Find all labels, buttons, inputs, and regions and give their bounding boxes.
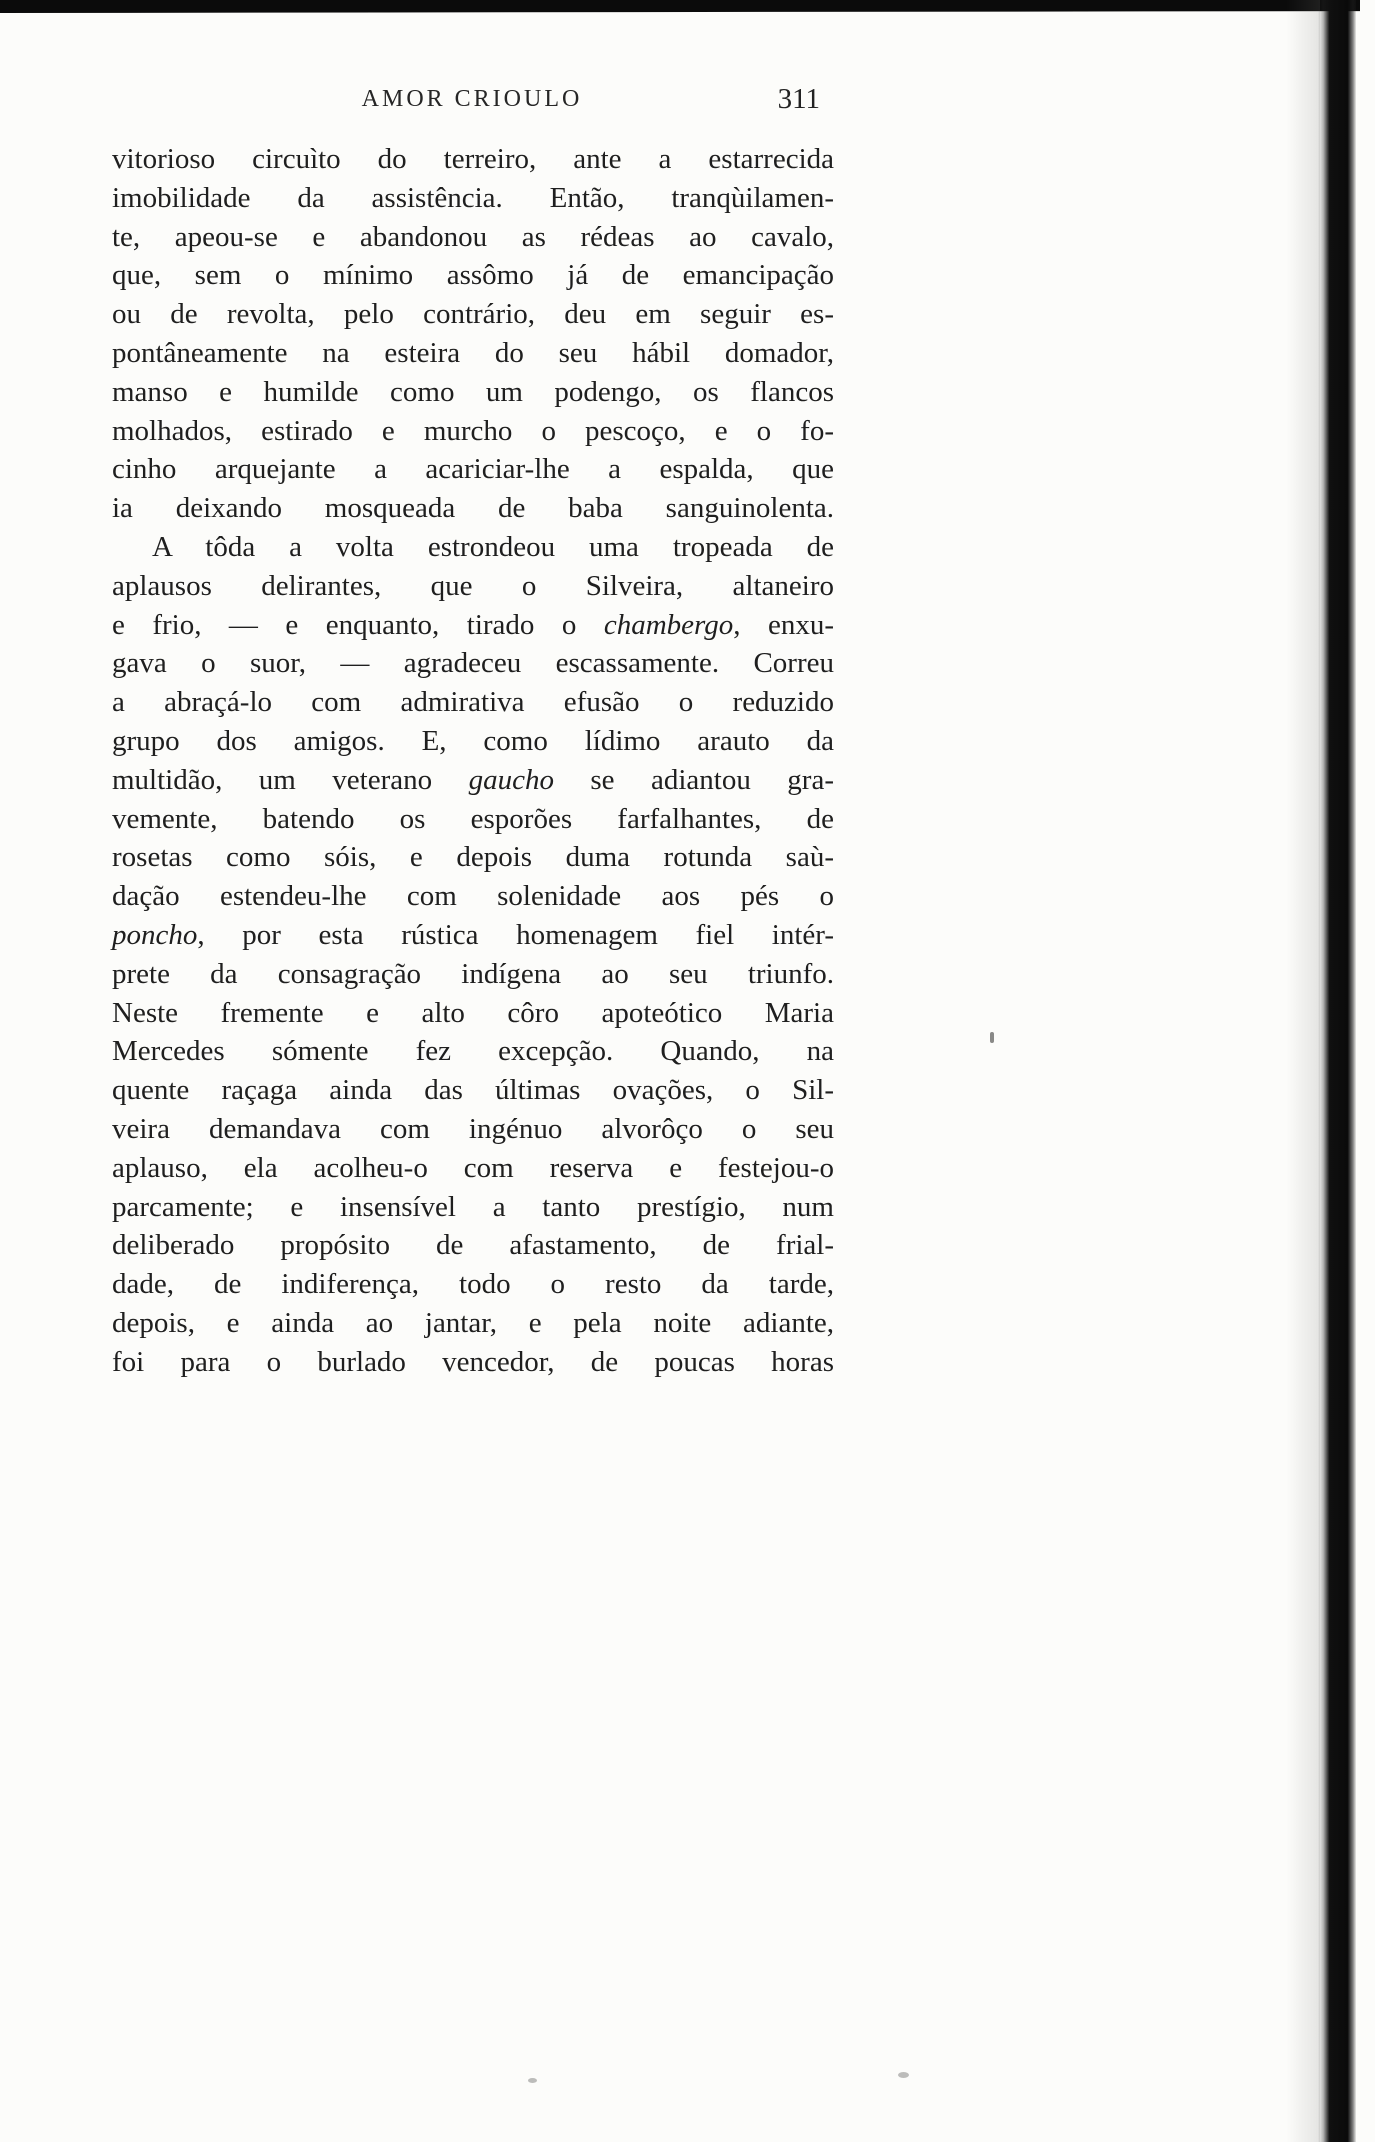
- text-line: veira demandava com ingénuo alvorôço o seu: [112, 1112, 834, 1145]
- text-line: molhados, estirado e murcho o pescoço, e o fo-: [112, 414, 834, 447]
- text-line: depois, e ainda ao jantar, e pela noite adiante,: [112, 1306, 834, 1339]
- text-block: [112, 140, 834, 1382]
- page-header: [112, 83, 832, 126]
- text-line: ia deixando mosqueada de baba sanguinolenta.: [112, 492, 834, 525]
- running-title: AMOR CRIOULO: [361, 86, 583, 112]
- text-line: dação estendeu-lhe com solenidade aos pés o: [112, 880, 834, 913]
- text-line: prete da consagração indígena ao seu triunfo.: [112, 957, 834, 990]
- text-line: a abraçá-lo com admirativa efusão o reduzido: [112, 686, 834, 719]
- text-line: pontâneamente na esteira do seu hábil domador,: [112, 336, 834, 369]
- text-line: A tôda a volta estrondeou uma tropeada de: [152, 530, 834, 563]
- scan-edge-right: [1318, 0, 1356, 2142]
- scan-speck: [990, 1032, 994, 1043]
- text-line: multidão, um veterano gaucho se adiantou gra-: [112, 763, 834, 796]
- text-line: parcamente; e insensível a tanto prestígio, num: [112, 1190, 834, 1223]
- text-line: aplausos delirantes, que o Silveira, altaneiro: [112, 569, 834, 602]
- text-line: imobilidade da assistência. Então, tranqùilamen-: [112, 181, 834, 214]
- text-line: vitorioso circuìto do terreiro, ante a estarrecida: [112, 143, 834, 175]
- text-line: aplauso, ela acolheu-o com reserva e festejou-o: [112, 1151, 834, 1184]
- scan-edge-top: [0, 0, 1360, 13]
- text-line: te, apeou-se e abandonou as rédeas ao cavalo,: [112, 220, 834, 253]
- scan-gutter-shadow: [1286, 0, 1320, 2142]
- text-line: dade, de indiferença, todo o resto da tarde,: [112, 1268, 834, 1301]
- page-number: 311: [777, 83, 820, 115]
- text-line: deliberado propósito de afastamento, de frial-: [112, 1229, 834, 1262]
- text-line: ou de revolta, pelo contrário, deu em seguir es-: [112, 298, 834, 331]
- scan-speck: [528, 2078, 537, 2083]
- text-line: foi para o burlado vencedor, de poucas horas: [112, 1345, 834, 1378]
- text-line: e frio, — e enquanto, tirado o chambergo, enxu-: [112, 608, 834, 641]
- text-line: poncho, por esta rústica homenagem fiel intér-: [112, 918, 834, 951]
- text-line: grupo dos amigos. E, como lídimo arauto da: [112, 724, 834, 757]
- text-line: Neste fremente e alto côro apoteótico Maria: [112, 996, 834, 1029]
- text-line: rosetas como sóis, e depois duma rotunda saù-: [112, 841, 834, 874]
- text-line: que, sem o mínimo assômo já de emancipação: [112, 259, 834, 292]
- text-line: Mercedes sómente fez excepção. Quando, na: [112, 1035, 834, 1068]
- text-line: quente raçaga ainda das últimas ovações, o Sil-: [112, 1074, 834, 1107]
- text-line: cinho arquejante a acariciar-lhe a espalda, que: [112, 453, 834, 486]
- scan-speck: [898, 2072, 909, 2078]
- text-line: manso e humilde como um podengo, os flancos: [112, 375, 834, 408]
- text-line: gava o suor, — agradeceu escassamente. Correu: [112, 647, 834, 680]
- text-line: vemente, batendo os esporões farfalhantes, de: [112, 802, 834, 835]
